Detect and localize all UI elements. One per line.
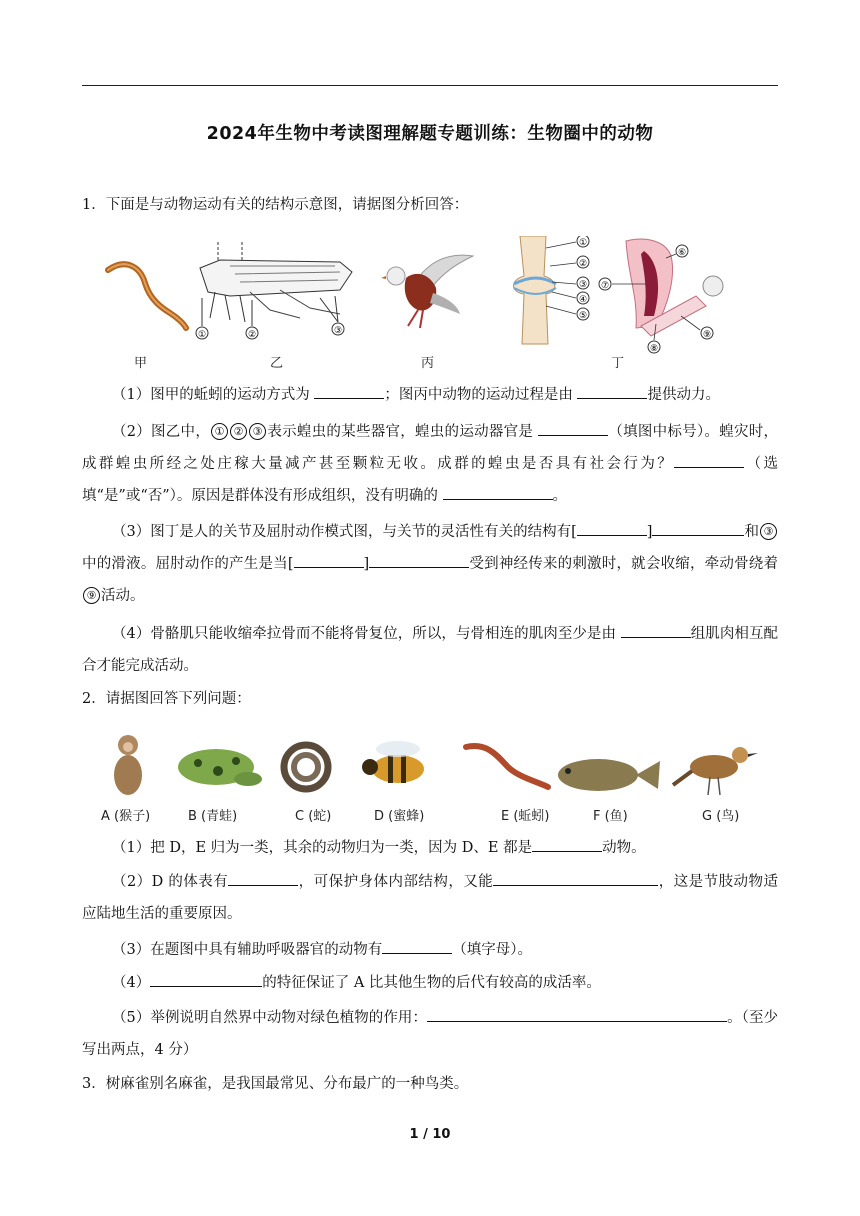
grasshopper-figure: [190, 240, 360, 345]
answer-blank[interactable]: [621, 623, 691, 638]
animal-label: B (青蛙): [188, 809, 238, 824]
q1-part-3: （3）图丁是人的关节及屈肘动作模式图，与关节的灵活性有关的结构有[ ] 和 ③中的滑液。屈肘动作的产生是当[ ] 受到神经传来的刺激时，就会收缩，牵动骨绕着⑨ 活动。: [82, 516, 778, 612]
figure-label: ④: [578, 295, 588, 305]
figure-caption: 乙: [270, 356, 284, 371]
figure-label: ⑥: [677, 248, 687, 258]
q2-part-5: （5）举例说明自然界中动物对绿色植物的作用： 。（至少写出两点，4 分）: [82, 1002, 778, 1066]
q2-part-3: （3）在题图中具有辅助呼吸器官的动物有 （填字母）。: [82, 934, 778, 966]
page-number: 1 / 10: [409, 1127, 451, 1142]
animal-label: G (鸟): [702, 809, 740, 824]
answer-blank[interactable]: [532, 837, 602, 852]
animals-figure: [98, 727, 768, 802]
q1-part-1: （1）图甲的蚯蚓的运动方式为 ；图丙中动物的运动过程是由 提供动力。: [82, 379, 778, 411]
figure-label: ③: [333, 326, 343, 336]
answer-blank[interactable]: [443, 485, 553, 500]
question-1-stem: 1．下面是与动物运动有关的结构示意图，请据图分析回答：: [82, 197, 469, 213]
header-rule: [82, 85, 778, 86]
figure-caption: 丁: [611, 356, 625, 371]
joint-figure: [500, 236, 600, 346]
question-3-stem: 3．树麻雀别名麻雀，是我国最常见、分布最广的一种鸟类。: [82, 1076, 469, 1092]
answer-blank[interactable]: [228, 871, 298, 886]
answer-blank[interactable]: [652, 521, 744, 536]
figure-label: ③: [578, 280, 588, 290]
answer-blank[interactable]: [577, 521, 647, 536]
figure-label: ⑧: [649, 344, 659, 354]
animal-label: F (鱼): [593, 809, 628, 824]
q2-part-1: （1）把 D，E 归为一类，其余的动物归为一类，因为 D、E 都是 动物。: [82, 832, 778, 864]
animal-label: C (蛇): [295, 809, 332, 824]
q1-part-4: （4）骨骼肌只能收缩牵拉骨而不能将骨复位，所以，与骨相连的肌肉至少是由 组肌肉相互配合才能完成活动。: [82, 618, 778, 682]
figure-label: ②: [247, 330, 257, 340]
answer-blank[interactable]: [294, 553, 364, 568]
answer-blank[interactable]: [577, 384, 647, 399]
answer-blank[interactable]: [674, 453, 744, 468]
earthworm-figure: [100, 258, 195, 338]
answer-blank[interactable]: [427, 1007, 727, 1022]
figure-caption: 丙: [421, 356, 435, 371]
figure-label: ⑨: [702, 330, 712, 340]
figure-label: ⑦: [600, 281, 610, 291]
figure-label: ①: [578, 238, 588, 248]
animal-label: A (猴子): [101, 809, 151, 824]
figure-label: ②: [578, 259, 588, 269]
answer-blank[interactable]: [369, 553, 469, 568]
figure-label: ⑤: [578, 311, 588, 321]
q2-part-2: （2）D 的体表有 ，可保护身体内部结构，又能 ，这是节肢动物适应陆地生活的重要原因。: [82, 866, 778, 930]
arm-figure: [596, 236, 726, 356]
animal-label: D (蜜蜂): [374, 809, 425, 824]
bird-figure: [378, 248, 478, 333]
page-title: 2024年生物中考读图理解题专题训练：生物圈中的动物: [206, 124, 654, 144]
answer-blank[interactable]: [538, 421, 608, 436]
figure-label: ①: [197, 330, 207, 340]
answer-blank[interactable]: [493, 871, 658, 886]
question-2-stem: 2．请据图回答下列问题：: [82, 691, 251, 707]
answer-blank[interactable]: [382, 939, 452, 954]
figure-caption: 甲: [134, 356, 148, 371]
animal-label: E (蚯蚓): [501, 809, 550, 824]
answer-blank[interactable]: [150, 972, 262, 987]
answer-blank[interactable]: [314, 384, 384, 399]
q2-part-4: （4） 的特征保证了 A 比其他生物的后代有较高的成活率。: [82, 967, 778, 999]
q1-part-2: （2）图乙中， ① ② ③ 表示蝗虫的某些器官，蝗虫的运动器官是 （填图中标号）。蝗灾时，成群蝗虫所经之处庄稼大量减产甚至颗粒无收。成群的蝗虫是否具有社会行为？ （选填“是”或“否”）。原因是群体没有形成组织，没有明确的 。: [82, 416, 778, 512]
